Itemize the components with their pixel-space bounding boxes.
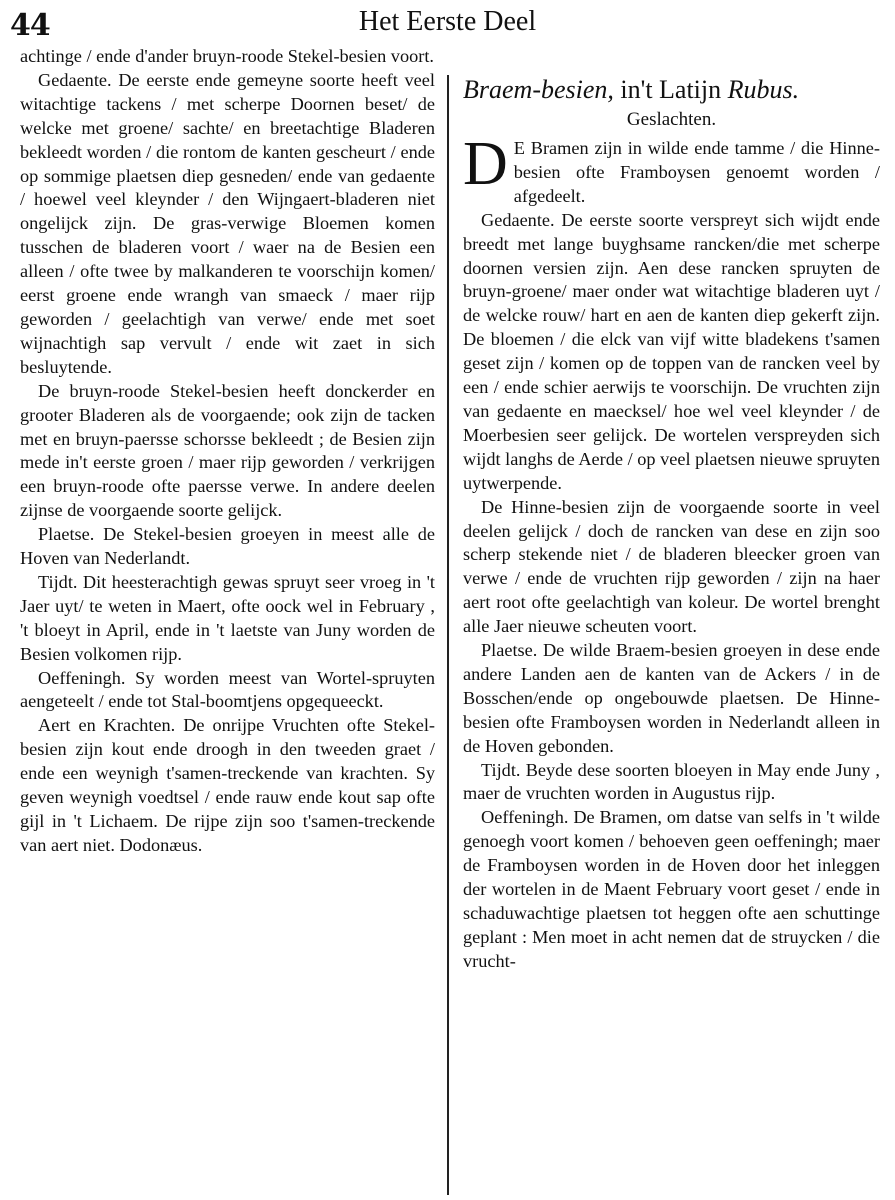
- left-paragraph: Plaetse. De Stekel-besien groeyen in meest alle de Hoven van Nederlandt.: [20, 524, 435, 569]
- text-columns: [20, 45, 880, 1195]
- left-column: [20, 45, 447, 1195]
- right-paragraphs: [463, 130, 880, 974]
- left-paragraph: Aert en Krachten. De onrijpe Vruchten ofte Stekel-besien zijn kout ende droogh in den tweeden graet / ende een weynigh t'samen-treckende van krachten. Sy geven weynigh voedtsel / ende rauw ende kout sap ofte gijl in 't Lichaem. De rijpe zijn soo t'samen-treckende van aert niet. Dodonæus.: [20, 715, 435, 855]
- right-paragraph: De Hinne-besien zijn de voorgaende soorte in veel deelen gelijck / doch de rancken van dese en zijn soo scherp stekende niet / de bladeren bleecker groen van verwe / ende de vruchten rijp geworden / zijn na haer aert root ofte geelachtigh van koleur. De wortel brenght alle Jaer nieuwe scheuten voort.: [463, 496, 880, 637]
- subheading: Geslachten.: [626, 109, 717, 130]
- page-number: 44: [10, 8, 50, 43]
- right-paragraph: D E Bramen zijn in wilde ende tamme / die Hinne-besien ofte Framboysen genoemt worden / afgedeelt.: [463, 130, 880, 206]
- section-title-roman: in't Latijn: [613, 75, 728, 104]
- section-title-italic: Braem-besien,: [463, 75, 614, 104]
- right-paragraph: Plaetse. De wilde Braem-besien groeyen in dese ende andere Landen aen de kanten van de Ackers / in de Bosschen/ende op ongebouwde plaetsen. De Hinne-besien ofte Framboysen worden in Nederlandt alleen in de Hoven gebonden.: [463, 640, 880, 756]
- right-paragraph: Gedaente. De eerste soorte verspreyt sich wijdt ende breedt met lange buyghsame rancken/die met scherpe doornen versien zijn. Aen dese rancken spruyten de bruyn-groene/ maer onder wat witachtige bladeren uyt / de welcke rouw/ hart en aen de kanten diep gekerft zijn. De bloemen / die elck van vijf witte bladekens t'samen geset zijn / komen op de toppen van de rancken veel by een / ende schier aerwijs te voorschijn. De vruchten zijn van gedaente en maecksel/ hoe wel veel kleynder / de Moerbesien seer gelijck. De wortelen verspreyden sich wijdt langhs de Aerde / op veel plaetsen nieuwe spruyten uytwerpende.: [463, 209, 880, 493]
- section-title-latin: Rubus.: [727, 75, 800, 104]
- left-paragraph: achtinge / ende d'ander bruyn-roode Stekel-besien voort.: [20, 46, 434, 66]
- drop-cap: D: [463, 130, 508, 198]
- right-paragraph: Tijdt. Beyde dese soorten bloeyen in May ende Juny , maer de vruchten worden in Augustus rijp.: [463, 759, 880, 804]
- left-paragraph: Gedaente. De eerste ende gemeyne soorte heeft veel witachtige tackens / met scherpe Doornen beset/ de welcke met groene/ sachte/ en breetachtige Bladeren bekleedt worden / die rontom de kanten gescheurt / ende op sommige plaetsen diep gesneden/ ende van gedaente / hoewel veel kleynder / den Wijngaert-bladeren niet ongelijck zijn. De gras-verwige Bloemen komen tusschen de bladeren voort / waer na de Besien een alleen / ofte twee by malkanderen te voorschijn komen/ eerst groene ende wrangh van smaeck / maer rijp geworden / geelachtigh van verwe/ ende met soet wijnachtigh sap vervult / ende wit zaet in sich besluytende.: [20, 69, 435, 377]
- right-column: [449, 45, 880, 1195]
- section-title: [463, 75, 880, 105]
- left-paragraph: Oeffeningh. Sy worden meest van Wortel-spruyten aengeteelt / ende tot Stal-boomtjens opgequeeckt.: [20, 667, 435, 712]
- left-paragraph: Tijdt. Dit heesterachtigh gewas spruyt seer vroeg in 't Jaer uyt/ te weten in Maert, ofte oock wel in February , 't bloeyt in April, ende in 't laetste van Juny worden de Besien volkomen rijp.: [20, 571, 435, 664]
- right-paragraph: Oeffeningh. De Bramen, om datse van selfs in 't wilde genoegh voort komen / behoeven geen oeffeningh; maer de Framboysen worden in de Hoven door het inleggen der wortelen in de Maent February voort geset / ende in schaduwachtige plaetsen tot heggen ofte aen schuttinge geplant : Men moet in acht nemen dat de struycken / die vrucht-: [463, 807, 880, 971]
- left-paragraph: De bruyn-roode Stekel-besien heeft donckerder en grooter Bladeren als de voorgaende; ook zijn de tacken met en bruyn-paersse schorsse bekleedt ; de Besien zijn mede in't eerste groen / maer rijp geworden / verkrijgen een bruyn-roode ofte paersse verwe. In andere deelen zijnse de voorgaende soorte gelijck.: [20, 380, 435, 521]
- running-title: Het Eerste Deel: [358, 6, 537, 37]
